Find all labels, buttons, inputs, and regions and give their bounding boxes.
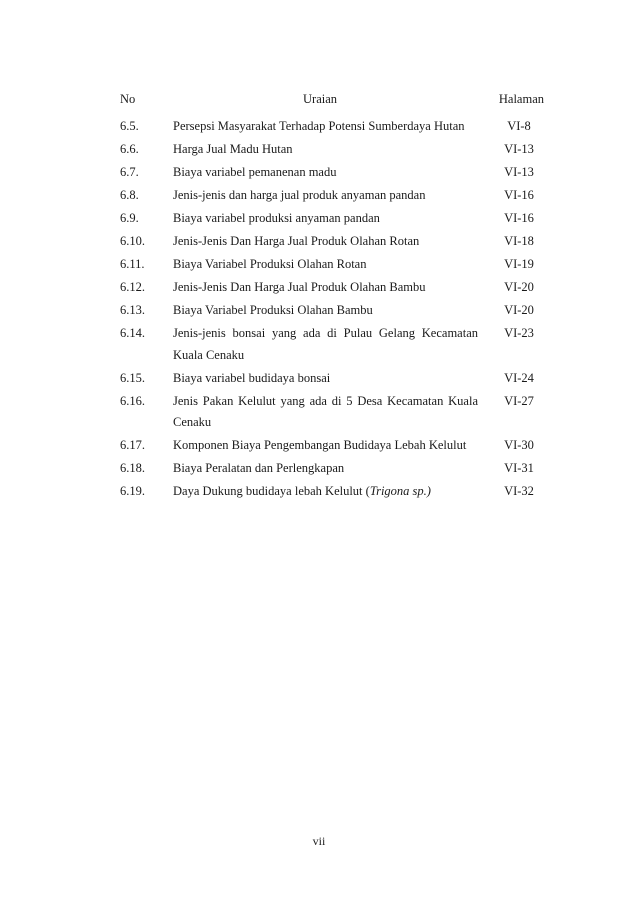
entry-number: 6.6.: [120, 142, 139, 156]
entry-description-text: Jenis-jenis dan harga jual produk anyaman pandan: [173, 188, 426, 202]
entry-description: [173, 139, 478, 161]
entry-description: [173, 116, 478, 138]
entry-page: VI-16: [504, 188, 534, 202]
entry-description: [173, 481, 478, 503]
entry-description-text: Biaya Variabel Produksi Olahan Bambu: [173, 303, 373, 317]
entry-description-text: Jenis-Jenis Dan Harga Jual Produk Olahan Bambu: [173, 280, 426, 294]
entry-description-text: Jenis-jenis bonsai yang ada di Pulau Gelang Kecamatan Kuala Cenaku: [173, 326, 478, 362]
entry-page: VI-30: [504, 438, 534, 452]
list-item: [120, 391, 544, 434]
list-item: [120, 254, 544, 276]
table-header: [120, 92, 544, 112]
entry-description: [173, 458, 478, 480]
entry-number: 6.10.: [120, 234, 145, 248]
entry-page: VI-32: [504, 484, 534, 498]
entry-number: 6.13.: [120, 303, 145, 317]
entry-number: 6.17.: [120, 438, 145, 452]
entry-description-text: Biaya variabel produksi anyaman pandan: [173, 211, 380, 225]
list-item: [120, 458, 544, 480]
entry-description-italic: Trigona sp.): [369, 484, 431, 498]
entry-description-text: Harga Jual Madu Hutan: [173, 142, 293, 156]
entry-number: 6.7.: [120, 165, 139, 179]
entry-page: VI-20: [504, 303, 534, 317]
entry-page: VI-13: [504, 165, 534, 179]
entry-description-text: Biaya Variabel Produksi Olahan Rotan: [173, 257, 367, 271]
entry-number: 6.12.: [120, 280, 145, 294]
entry-number: 6.5.: [120, 119, 139, 133]
entry-description: [173, 162, 478, 184]
entry-number: 6.11.: [120, 257, 145, 271]
entry-number: 6.19.: [120, 484, 145, 498]
entry-number: 6.15.: [120, 370, 145, 385]
entry-description: [173, 368, 478, 390]
entry-description-text: Daya Dukung budidaya lebah Kelulut (: [173, 484, 370, 498]
entry-page: VI-24: [504, 370, 534, 385]
entry-description: [173, 231, 478, 253]
entry-description-text: Jenis Pakan Kelulut yang ada di 5 Desa Kecamatan Kuala Cenaku: [173, 393, 478, 429]
entry-description-text: Jenis-Jenis Dan Harga Jual Produk Olahan Rotan: [173, 234, 420, 248]
header-uraian: Uraian: [303, 92, 338, 106]
entry-description: [173, 254, 478, 276]
entry-description: [173, 323, 478, 366]
entry-description: [173, 300, 478, 322]
list-item: [120, 481, 544, 503]
list-item: [120, 162, 544, 184]
entry-page: VI-18: [504, 234, 534, 248]
entry-description: [173, 185, 478, 207]
entry-description-text: Persepsi Masyarakat Terhadap Potensi Sumberdaya Hutan: [173, 119, 465, 133]
table-of-tables-list: [120, 116, 544, 504]
list-item: [120, 368, 544, 390]
entry-number: 6.8.: [120, 188, 139, 202]
list-item: [120, 323, 544, 366]
entry-page: VI-16: [504, 211, 534, 225]
list-item: [120, 185, 544, 207]
entry-description: [173, 435, 478, 457]
entry-number: 6.9.: [120, 211, 139, 225]
entry-description-text: Biaya Peralatan dan Perlengkapan: [173, 461, 345, 475]
entry-page: VI-31: [504, 461, 534, 475]
list-item: [120, 435, 544, 457]
entry-page: VI-20: [504, 280, 534, 294]
list-item: [120, 277, 544, 299]
entry-page: VI-27: [504, 393, 534, 408]
entry-page: VI-19: [504, 257, 534, 271]
entry-page: VI-8: [507, 119, 531, 133]
list-item: [120, 208, 544, 230]
entry-description: [173, 208, 478, 230]
list-item: [120, 139, 544, 161]
entry-description: [173, 391, 478, 434]
entry-description: [173, 277, 478, 299]
entry-number: 6.18.: [120, 461, 145, 475]
list-item: [120, 231, 544, 253]
entry-page: VI-13: [504, 142, 534, 156]
list-item: [120, 116, 544, 138]
entry-description-text: Biaya variabel budidaya bonsai: [173, 370, 331, 385]
header-halaman: Halaman: [498, 92, 544, 106]
entry-description-text: Komponen Biaya Pengembangan Budidaya Lebah Kelulut: [173, 438, 467, 452]
page-number: vii: [312, 834, 326, 848]
entry-page: VI-23: [504, 326, 534, 340]
entry-number: 6.14.: [120, 326, 145, 340]
entry-description-text: Biaya variabel pemanenan madu: [173, 165, 337, 179]
entry-number: 6.16.: [120, 393, 145, 408]
header-no: No: [120, 92, 136, 106]
list-item: [120, 300, 544, 322]
